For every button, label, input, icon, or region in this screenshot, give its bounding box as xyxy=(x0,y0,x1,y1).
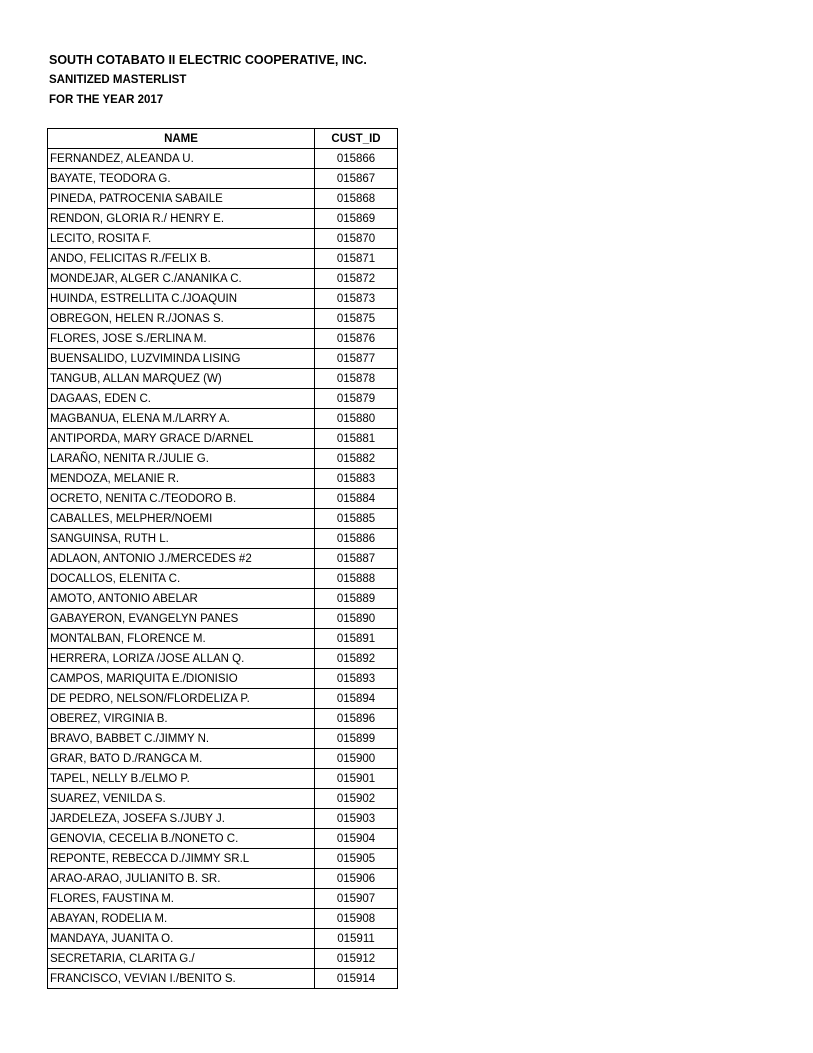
cell-cust-id: 015866 xyxy=(315,149,398,169)
cell-name: AMOTO, ANTONIO ABELAR xyxy=(48,589,315,609)
cell-cust-id: 015879 xyxy=(315,389,398,409)
table-row xyxy=(48,569,398,589)
table-row xyxy=(48,929,398,949)
column-header-cust-id: CUST_ID xyxy=(315,129,398,149)
cell-name: GENOVIA, CECELIA B./NONETO C. xyxy=(48,829,315,849)
table-row xyxy=(48,149,398,169)
cell-cust-id: 015883 xyxy=(315,469,398,489)
table-row xyxy=(48,369,398,389)
cell-cust-id: 015892 xyxy=(315,649,398,669)
cell-name: SUAREZ, VENILDA S. xyxy=(48,789,315,809)
table-row xyxy=(48,969,398,989)
cell-name: MAGBANUA, ELENA M./LARRY A. xyxy=(48,409,315,429)
cell-cust-id: 015902 xyxy=(315,789,398,809)
cell-cust-id: 015904 xyxy=(315,829,398,849)
cell-cust-id: 015907 xyxy=(315,889,398,909)
cell-name: MANDAYA, JUANITA O. xyxy=(48,929,315,949)
company-name: SOUTH COTABATO II ELECTRIC COOPERATIVE, INC. xyxy=(49,53,367,67)
cell-name: ANDO, FELICITAS R./FELIX B. xyxy=(48,249,315,269)
cell-name: LECITO, ROSITA F. xyxy=(48,229,315,249)
cell-name: ADLAON, ANTONIO J./MERCEDES #2 xyxy=(48,549,315,569)
cell-name: MONTALBAN, FLORENCE M. xyxy=(48,629,315,649)
cell-cust-id: 015886 xyxy=(315,529,398,549)
document-header xyxy=(49,50,367,110)
cell-name: MENDOZA, MELANIE R. xyxy=(48,469,315,489)
table-row xyxy=(48,809,398,829)
table-row xyxy=(48,529,398,549)
cell-name: ARAO-ARAO, JULIANITO B. SR. xyxy=(48,869,315,889)
cell-cust-id: 015908 xyxy=(315,909,398,929)
cell-name: REPONTE, REBECCA D./JIMMY SR.L xyxy=(48,849,315,869)
table-row xyxy=(48,869,398,889)
cell-name: DOCALLOS, ELENITA C. xyxy=(48,569,315,589)
cell-name: TAPEL, NELLY B./ELMO P. xyxy=(48,769,315,789)
table-row xyxy=(48,449,398,469)
cell-name: ABAYAN, RODELIA M. xyxy=(48,909,315,929)
cell-name: HUINDA, ESTRELLITA C./JOAQUIN xyxy=(48,289,315,309)
cell-cust-id: 015869 xyxy=(315,209,398,229)
table-row xyxy=(48,629,398,649)
cell-cust-id: 015903 xyxy=(315,809,398,829)
column-header-name: NAME xyxy=(48,129,315,149)
table-row xyxy=(48,329,398,349)
cell-cust-id: 015878 xyxy=(315,369,398,389)
cell-name: HERRERA, LORIZA /JOSE ALLAN Q. xyxy=(48,649,315,669)
cell-name: PINEDA, PATROCENIA SABAILE xyxy=(48,189,315,209)
table-row xyxy=(48,829,398,849)
table-row xyxy=(48,909,398,929)
cell-cust-id: 015871 xyxy=(315,249,398,269)
cell-name: FLORES, JOSE S./ERLINA M. xyxy=(48,329,315,349)
table-row xyxy=(48,429,398,449)
cell-name: LARAÑO, NENITA R./JULIE G. xyxy=(48,449,315,469)
table-row xyxy=(48,549,398,569)
cell-cust-id: 015884 xyxy=(315,489,398,509)
cell-cust-id: 015900 xyxy=(315,749,398,769)
cell-cust-id: 015899 xyxy=(315,729,398,749)
cell-cust-id: 015873 xyxy=(315,289,398,309)
table-body xyxy=(48,149,398,989)
table-row xyxy=(48,609,398,629)
cell-cust-id: 015891 xyxy=(315,629,398,649)
table-row xyxy=(48,649,398,669)
cell-cust-id: 015876 xyxy=(315,329,398,349)
cell-name: OBEREZ, VIRGINIA B. xyxy=(48,709,315,729)
table-row xyxy=(48,769,398,789)
table-row xyxy=(48,749,398,769)
table-row xyxy=(48,169,398,189)
cell-name: OBREGON, HELEN R./JONAS S. xyxy=(48,309,315,329)
table-row xyxy=(48,469,398,489)
table-row xyxy=(48,229,398,249)
cell-name: DAGAAS, EDEN C. xyxy=(48,389,315,409)
table-row xyxy=(48,349,398,369)
cell-cust-id: 015906 xyxy=(315,869,398,889)
cell-name: ANTIPORDA, MARY GRACE D/ARNEL xyxy=(48,429,315,449)
cell-cust-id: 015912 xyxy=(315,949,398,969)
cell-name: CABALLES, MELPHER/NOEMI xyxy=(48,509,315,529)
cell-name: BRAVO, BABBET C./JIMMY N. xyxy=(48,729,315,749)
table-row xyxy=(48,729,398,749)
table-row xyxy=(48,249,398,269)
cell-name: TANGUB, ALLAN MARQUEZ (W) xyxy=(48,369,315,389)
cell-name: DE PEDRO, NELSON/FLORDELIZA P. xyxy=(48,689,315,709)
table-row xyxy=(48,209,398,229)
table-row xyxy=(48,589,398,609)
document-subtitle: SANITIZED MASTERLIST xyxy=(49,74,187,86)
table-row xyxy=(48,269,398,289)
cell-cust-id: 015896 xyxy=(315,709,398,729)
cell-cust-id: 015867 xyxy=(315,169,398,189)
cell-name: BAYATE, TEODORA G. xyxy=(48,169,315,189)
cell-name: GABAYERON, EVANGELYN PANES xyxy=(48,609,315,629)
cell-cust-id: 015901 xyxy=(315,769,398,789)
table-row xyxy=(48,389,398,409)
table-row xyxy=(48,489,398,509)
cell-name: FRANCISCO, VEVIAN I./BENITO S. xyxy=(48,969,315,989)
table-row xyxy=(48,189,398,209)
masterlist-table xyxy=(47,128,398,989)
cell-cust-id: 015868 xyxy=(315,189,398,209)
cell-name: MONDEJAR, ALGER C./ANANIKA C. xyxy=(48,269,315,289)
cell-cust-id: 015890 xyxy=(315,609,398,629)
table-row xyxy=(48,709,398,729)
table-row xyxy=(48,309,398,329)
cell-name: GRAR, BATO D./RANGCA M. xyxy=(48,749,315,769)
cell-cust-id: 015881 xyxy=(315,429,398,449)
cell-cust-id: 015870 xyxy=(315,229,398,249)
cell-name: FLORES, FAUSTINA M. xyxy=(48,889,315,909)
cell-name: BUENSALIDO, LUZVIMINDA LISING xyxy=(48,349,315,369)
table-row xyxy=(48,509,398,529)
cell-cust-id: 015885 xyxy=(315,509,398,529)
cell-cust-id: 015894 xyxy=(315,689,398,709)
cell-cust-id: 015914 xyxy=(315,969,398,989)
table-row xyxy=(48,889,398,909)
cell-cust-id: 015872 xyxy=(315,269,398,289)
table-row xyxy=(48,789,398,809)
table-row xyxy=(48,289,398,309)
cell-cust-id: 015893 xyxy=(315,669,398,689)
cell-name: JARDELEZA, JOSEFA S./JUBY J. xyxy=(48,809,315,829)
cell-cust-id: 015889 xyxy=(315,589,398,609)
cell-name: RENDON, GLORIA R./ HENRY E. xyxy=(48,209,315,229)
table-row xyxy=(48,689,398,709)
table-row xyxy=(48,849,398,869)
table-row xyxy=(48,949,398,969)
cell-name: OCRETO, NENITA C./TEODORO B. xyxy=(48,489,315,509)
cell-name: FERNANDEZ, ALEANDA U. xyxy=(48,149,315,169)
table-header-row xyxy=(48,129,398,149)
table-row xyxy=(48,669,398,689)
cell-name: SECRETARIA, CLARITA G./ xyxy=(48,949,315,969)
cell-name: CAMPOS, MARIQUITA E./DIONISIO xyxy=(48,669,315,689)
cell-cust-id: 015882 xyxy=(315,449,398,469)
cell-cust-id: 015880 xyxy=(315,409,398,429)
document-year: FOR THE YEAR 2017 xyxy=(49,94,164,106)
cell-cust-id: 015875 xyxy=(315,309,398,329)
cell-cust-id: 015905 xyxy=(315,849,398,869)
cell-cust-id: 015911 xyxy=(315,929,398,949)
cell-cust-id: 015877 xyxy=(315,349,398,369)
cell-cust-id: 015888 xyxy=(315,569,398,589)
cell-cust-id: 015887 xyxy=(315,549,398,569)
table-row xyxy=(48,409,398,429)
cell-name: SANGUINSA, RUTH L. xyxy=(48,529,315,549)
